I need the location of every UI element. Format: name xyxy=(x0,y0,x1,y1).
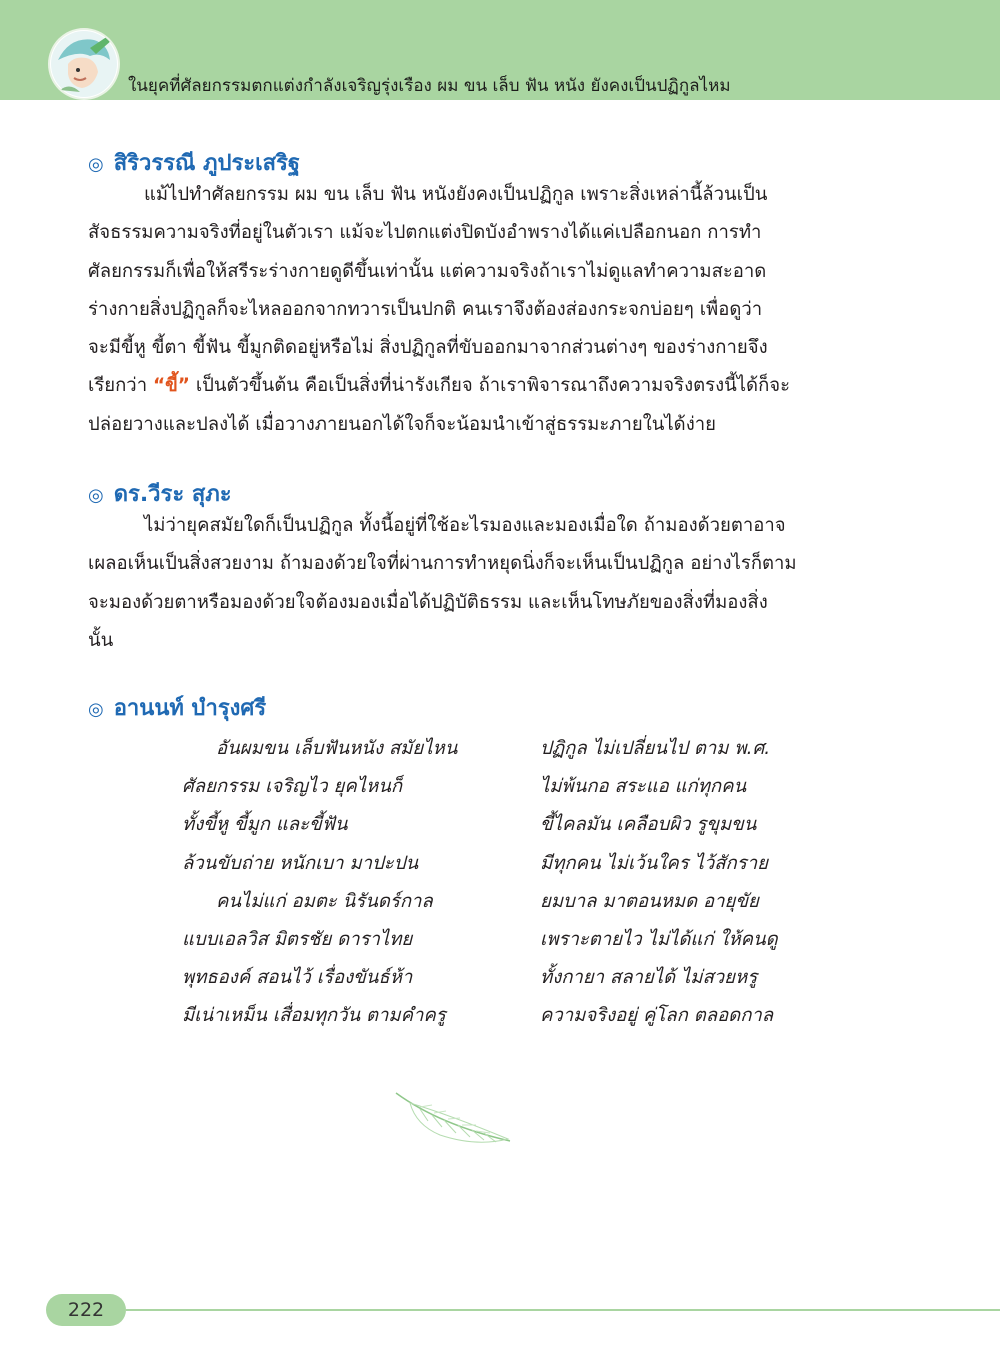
poem-line: มีทุกคน ไม่เว้นใคร ไว้สักราย xyxy=(540,852,768,874)
footer-line xyxy=(126,1309,1000,1311)
bullet-icon: ◎ xyxy=(88,485,104,506)
paragraph-line: จะมีขี้หู ขี้ตา ขี้ฟัน ขี้มูกติดอยู่หรือไม่ สิ่งปฏิกูลที่ขับออกมาจากส่วนต่างๆ ของร่างกายจึง xyxy=(88,337,768,359)
poem-line: ปฏิกูล ไม่เปลี่ยนไป ตาม พ.ศ. xyxy=(540,738,771,759)
poem-line: ทั้งกายา สลายได้ ไม่สวยหรู xyxy=(540,967,758,989)
poem-line: ล้วนขับถ่าย หนักเบา มาปะปน xyxy=(182,852,419,874)
paragraph-siriwannee xyxy=(88,176,858,444)
author-name: อานนท์ บำรุงศรี xyxy=(113,696,267,721)
section-heading-weera xyxy=(88,476,232,511)
section-heading-siriwannee xyxy=(88,145,300,180)
highlight-word: “ขี้” xyxy=(152,375,190,397)
section-heading-anon xyxy=(88,690,266,725)
poem-line: ความจริงอยู่ คู่โลก ตลอดกาล xyxy=(540,1005,774,1027)
paragraph-line: แม้ไปทำศัลยกรรม ผม ขน เล็บ ฟัน หนังยังคงเป็นปฏิกูล เพราะสิ่งเหล่านี้ล้วนเป็น xyxy=(144,184,768,205)
paragraph-line: ร่างกายสิ่งปฏิกูลก็จะไหลออกจากทวารเป็นปกติ คนเราจึงต้องส่องกระจกบ่อยๆ เพื่อดูว่า xyxy=(88,298,763,320)
paragraph-line xyxy=(88,367,858,405)
poem-line: เพราะตายไว ไม่ได้แก่ ให้คนดู xyxy=(540,928,778,950)
text-segment: เป็นตัวขึ้นต้น คือเป็นสิ่งที่น่ารังเกียจ ถ้าเราพิจารณาถึงความจริงตรงนี้ได้ก็จะ xyxy=(189,375,791,397)
paragraph-line: จะมองด้วยตาหรือมองด้วยใจต้องมองเมื่อได้ปฏิบัติธรรม และเห็นโทษภัยของสิ่งที่มองสิ่ง xyxy=(88,591,768,613)
book-logo-illustration xyxy=(50,30,118,98)
poem-line: คนไม่แก่ อมตะ นิรันดร์กาล xyxy=(216,890,433,912)
paragraph-line: นั้น xyxy=(88,629,114,651)
poem-line: มีเน่าเหม็น เสื่อมทุกวัน ตามคำครู xyxy=(182,1005,446,1027)
poem-line: แบบเอลวิส มิตรชัย ดาราไทย xyxy=(182,928,413,950)
poem-right-column xyxy=(540,730,778,1036)
feather-icon xyxy=(380,1085,520,1159)
poem-line: ขี้ไคลมัน เคลือบผิว รูขุมขน xyxy=(540,814,757,836)
header-title: ในยุคที่ศัลยกรรมตกแต่งกำลังเจริญรุ่งเรือง ผม ขน เล็บ ฟัน หนัง ยังคงเป็นปฏิกูลไหม xyxy=(128,76,731,96)
text-segment: เรียกว่า xyxy=(88,375,153,397)
author-name: สิริวรรณี ภูประเสริฐ xyxy=(113,151,301,176)
poem-line: ทั้งขี้หู ขี้มูก และขี้ฟัน xyxy=(182,814,348,836)
paragraph-line: สัจธรรมความจริงที่อยู่ในตัวเรา แม้จะไปตกแต่งปิดบังอำพรางได้แค่เปลือกนอก การทำ xyxy=(88,222,762,244)
paragraph-line: ไม่ว่ายุคสมัยใดก็เป็นปฏิกูล ทั้งนี้อยู่ที่ใช้อะไรมองและมองเมื่อใด ถ้ามองด้วยตาอาจ xyxy=(144,515,786,536)
author-name: ดร.วีระ สุภะ xyxy=(113,482,232,507)
poem-line: อันผมขน เล็บฟันหนัง สมัยไหน xyxy=(216,738,458,759)
paragraph-line: ปล่อยวางและปลงได้ เมื่อวางภายนอกได้ใจก็จะน้อมนำเข้าสู่ธรรมะภายในได้ง่าย xyxy=(88,413,716,435)
bullet-icon: ◎ xyxy=(88,154,104,175)
poem-line: ไม่พ้นกอ สระแอ แก่ทุกคน xyxy=(540,776,747,798)
page-number: 222 xyxy=(46,1294,126,1326)
poem-line: พุทธองค์ สอนไว้ เรื่องขันธ์ห้า xyxy=(182,967,413,989)
paragraph-line: เผลอเห็นเป็นสิ่งสวยงาม ถ้ามองด้วยใจที่ผ่านการทำหยุดนิ่งก็จะเห็นเป็นปฏิกูล อย่างไรก็ตาม xyxy=(88,553,797,575)
poem-line: ยมบาล มาตอนหมด อายุขัย xyxy=(540,890,759,912)
poem-left-column xyxy=(182,730,457,1036)
poem-line: ศัลยกรรม เจริญไว ยุคไหนก็ xyxy=(182,776,403,798)
paragraph-weera xyxy=(88,507,858,660)
paragraph-line: ศัลยกรรมก็เพื่อให้สรีระร่างกายดูดีขึ้นเท่านั้น แต่ความจริงถ้าเราไม่ดูแลทำความสะอาด xyxy=(88,260,767,282)
bullet-icon: ◎ xyxy=(88,699,104,720)
